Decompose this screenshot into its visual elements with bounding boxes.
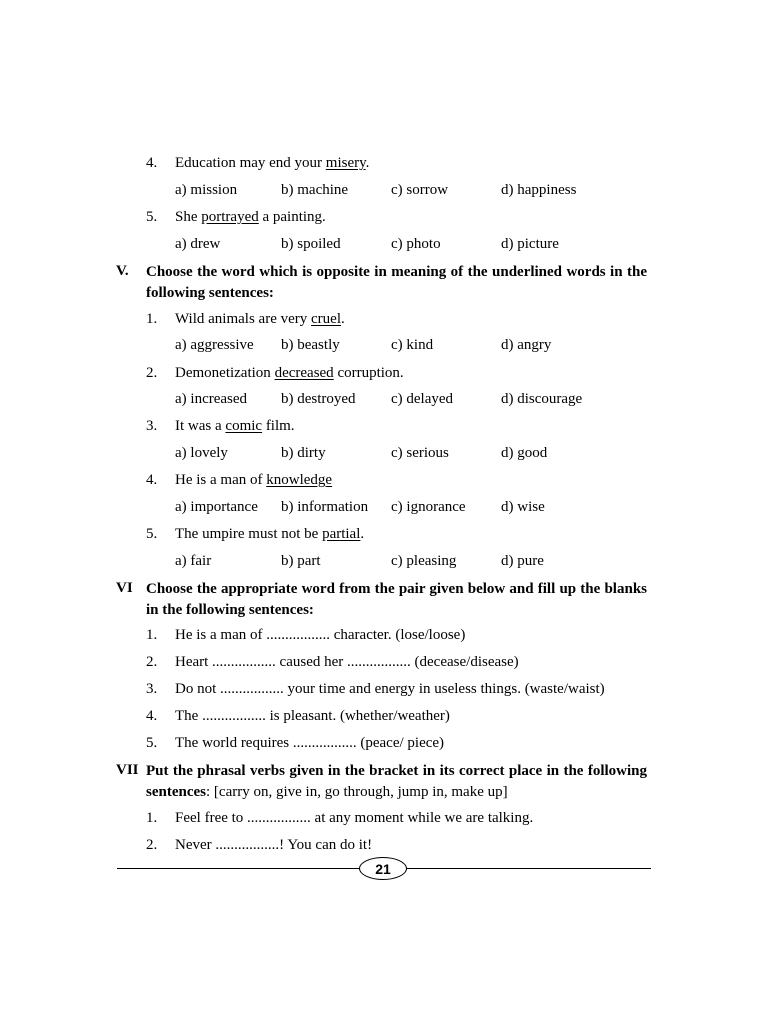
section-heading-text: Choose the appropriate word from the pair given below and fill up the blanks in the following sentences: bbox=[146, 581, 647, 618]
question-text: Education may end your misery. bbox=[175, 155, 370, 171]
fill-blank-text: He is a man of ................. character. (lose/loose) bbox=[175, 627, 466, 643]
option-a: a) fair bbox=[175, 553, 212, 569]
option-a: a) increased bbox=[175, 391, 248, 407]
option-a: a) mission bbox=[175, 182, 238, 198]
option-c: c) kind bbox=[391, 337, 434, 353]
option-d: d) happiness bbox=[501, 182, 577, 198]
option-c: c) sorrow bbox=[391, 182, 449, 198]
option-c: c) photo bbox=[391, 236, 441, 252]
option-b: b) spoiled bbox=[281, 236, 341, 252]
fill-blank-text: Heart ................. caused her ................. (decease/disease) bbox=[175, 654, 519, 670]
footer-rule-right bbox=[406, 868, 651, 869]
question-text: Demonetization decreased corruption. bbox=[175, 365, 404, 381]
question-text: The umpire must not be partial. bbox=[175, 526, 365, 542]
option-d: d) discourage bbox=[501, 391, 583, 407]
option-c: c) delayed bbox=[391, 391, 454, 407]
section-heading-text: Choose the word which is opposite in meaning of the underlined words in the following sentences: bbox=[146, 264, 647, 301]
option-a: a) aggressive bbox=[175, 337, 254, 353]
option-d: d) good bbox=[501, 445, 548, 461]
option-b: b) machine bbox=[281, 182, 349, 198]
option-b: b) part bbox=[281, 553, 321, 569]
option-c: c) ignorance bbox=[391, 499, 466, 515]
question-text: He is a man of knowledge bbox=[175, 472, 333, 488]
option-d: d) pure bbox=[501, 553, 544, 569]
option-a: a) lovely bbox=[175, 445, 228, 461]
underlined-word: portrayed bbox=[201, 209, 259, 225]
option-a: a) importance bbox=[175, 499, 258, 515]
underlined-word: cruel bbox=[311, 311, 341, 327]
underlined-word: comic bbox=[225, 418, 263, 434]
option-a: a) drew bbox=[175, 236, 221, 252]
option-d: d) picture bbox=[501, 236, 559, 252]
fill-blank-text: Do not ................. your time and energy in useless things. (waste/waist) bbox=[175, 681, 605, 697]
option-c: c) serious bbox=[391, 445, 449, 461]
option-b: b) information bbox=[281, 499, 369, 515]
question-text: It was a comic film. bbox=[175, 418, 295, 434]
question-text: Wild animals are very cruel. bbox=[175, 311, 345, 327]
option-c: c) pleasing bbox=[391, 553, 457, 569]
option-b: b) destroyed bbox=[281, 391, 356, 407]
option-b: b) dirty bbox=[281, 445, 326, 461]
underlined-word: misery bbox=[325, 155, 366, 171]
underlined-word: partial bbox=[322, 526, 361, 542]
fill-blank-text: The world requires ................. (peace/ piece) bbox=[175, 735, 445, 751]
page-number: 21 bbox=[359, 857, 407, 880]
footer-rule-left bbox=[117, 868, 360, 869]
fill-blank-text: The ................. is pleasant. (whether/weather) bbox=[175, 708, 450, 724]
option-d: d) wise bbox=[501, 499, 545, 515]
fill-blank-text: Never .................! You can do it! bbox=[175, 837, 373, 853]
option-b: b) beastly bbox=[281, 337, 340, 353]
underlined-word: knowledge bbox=[266, 472, 333, 488]
question-text: She portrayed a painting. bbox=[175, 209, 326, 225]
fill-blank-text: Feel free to ................. at any moment while we are talking. bbox=[175, 810, 534, 826]
underlined-word: decreased bbox=[274, 365, 334, 381]
option-d: d) angry bbox=[501, 337, 552, 353]
section-heading-text: Put the phrasal verbs given in the bracket in its correct place in the following sentences: [carry on, give in, go through, jump in, make up] bbox=[146, 763, 647, 800]
